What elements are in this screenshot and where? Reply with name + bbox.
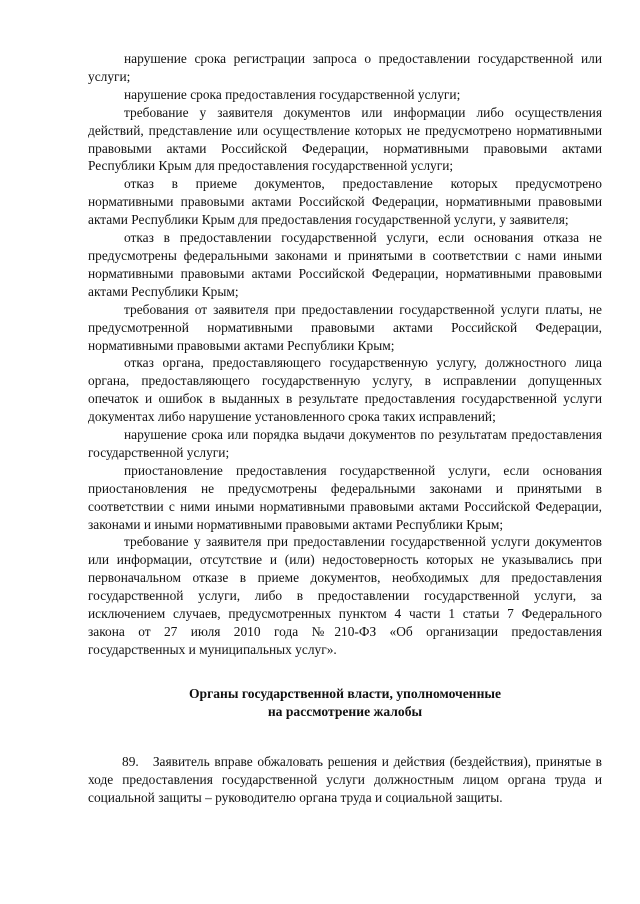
- list-item-suspension: приостановление предоставления государственной услуги, если основания приостановления не предусмотрены федеральными законами и принятыми в соответствии с ними иными нормативными правовыми актами Российской Федерации, законами и иными нормативными правовыми актами Республики Крым;: [88, 462, 602, 532]
- list-item-registration-violation: нарушение срока регистрации запроса о предоставлении государственной или услуги;: [88, 51, 602, 84]
- list-item-service-refusal: отказ в предоставлении государственной услуги, если основания отказа не предусмотрены федеральными законами и принятыми в соответствии с нами иными нормативными правовыми актами Российской Федерации, нормативными правовыми актами Республики Крым;: [88, 230, 602, 299]
- section-heading-line-1: Органы государственной власти, уполномоченные: [188, 685, 502, 701]
- section-heading: [88, 685, 602, 721]
- clause-89: 89. Заявитель вправе обжаловать решения и действия (бездействия), принятые в ходе предоставления государственной услуги должностным лицом органа труда и социальной защиты – руководителю органа труда и социальной защиты.: [88, 753, 606, 805]
- list-item-document-refusal: отказ в приеме документов, предоставление которых предусмотрено нормативными правовыми актами Российской Федерации, нормативными правовыми актами Республики Крым для предоставления государственной услуги, у заявителя;: [88, 176, 602, 228]
- list-item-fee-demand: требования от заявителя при предоставлении государственной услуги платы, не предусмотренной нормативными правовыми актами Российской Федерации, нормативными правовыми актами Республики Крым;: [88, 301, 602, 353]
- list-item-correction-refusal: отказ органа, предоставляющего государственную услугу, должностного лица органа, предоставляющего государственную услугу, в исправлении допущенных опечаток и ошибок в выданных в результате предоставления государственной услуги документах либо нарушение установленного срока таких исправлений;: [88, 355, 602, 425]
- list-item-unlisted-documents-demand: требование у заявителя при предоставлении государственной услуги документов или информации, отсутствие и (или) недостоверность которых не указывались при первоначальном отказе в приеме документов, необходимых для предоставления государственной услуги, либо в предоставлении государственной услуги, за исключением случаев, предусмотренных пунктом 4 части 1 статьи 7 Федерального закона от 27 июля 2010 года №210-ФЗ «Об организации предоставления государственных и муниципальных услуг».: [88, 534, 602, 657]
- list-item-documents-demand: требование у заявителя документов или информации либо осуществления действий, представление или осуществление которых не предусмотрено нормативными правовыми актами Российской Федерации, нормативными правовыми актами Республики Крым для предоставления государственной услуги;: [88, 104, 602, 174]
- list-item-issuance-violation: нарушение срока или порядка выдачи документов по результатам предоставления государственной услуги;: [88, 427, 602, 460]
- document-page: [88, 50, 606, 807]
- section-heading-line-2: на рассмотрение жалобы: [267, 703, 423, 719]
- list-item-term-violation: нарушение срока предоставления государственной услуги;: [124, 86, 461, 102]
